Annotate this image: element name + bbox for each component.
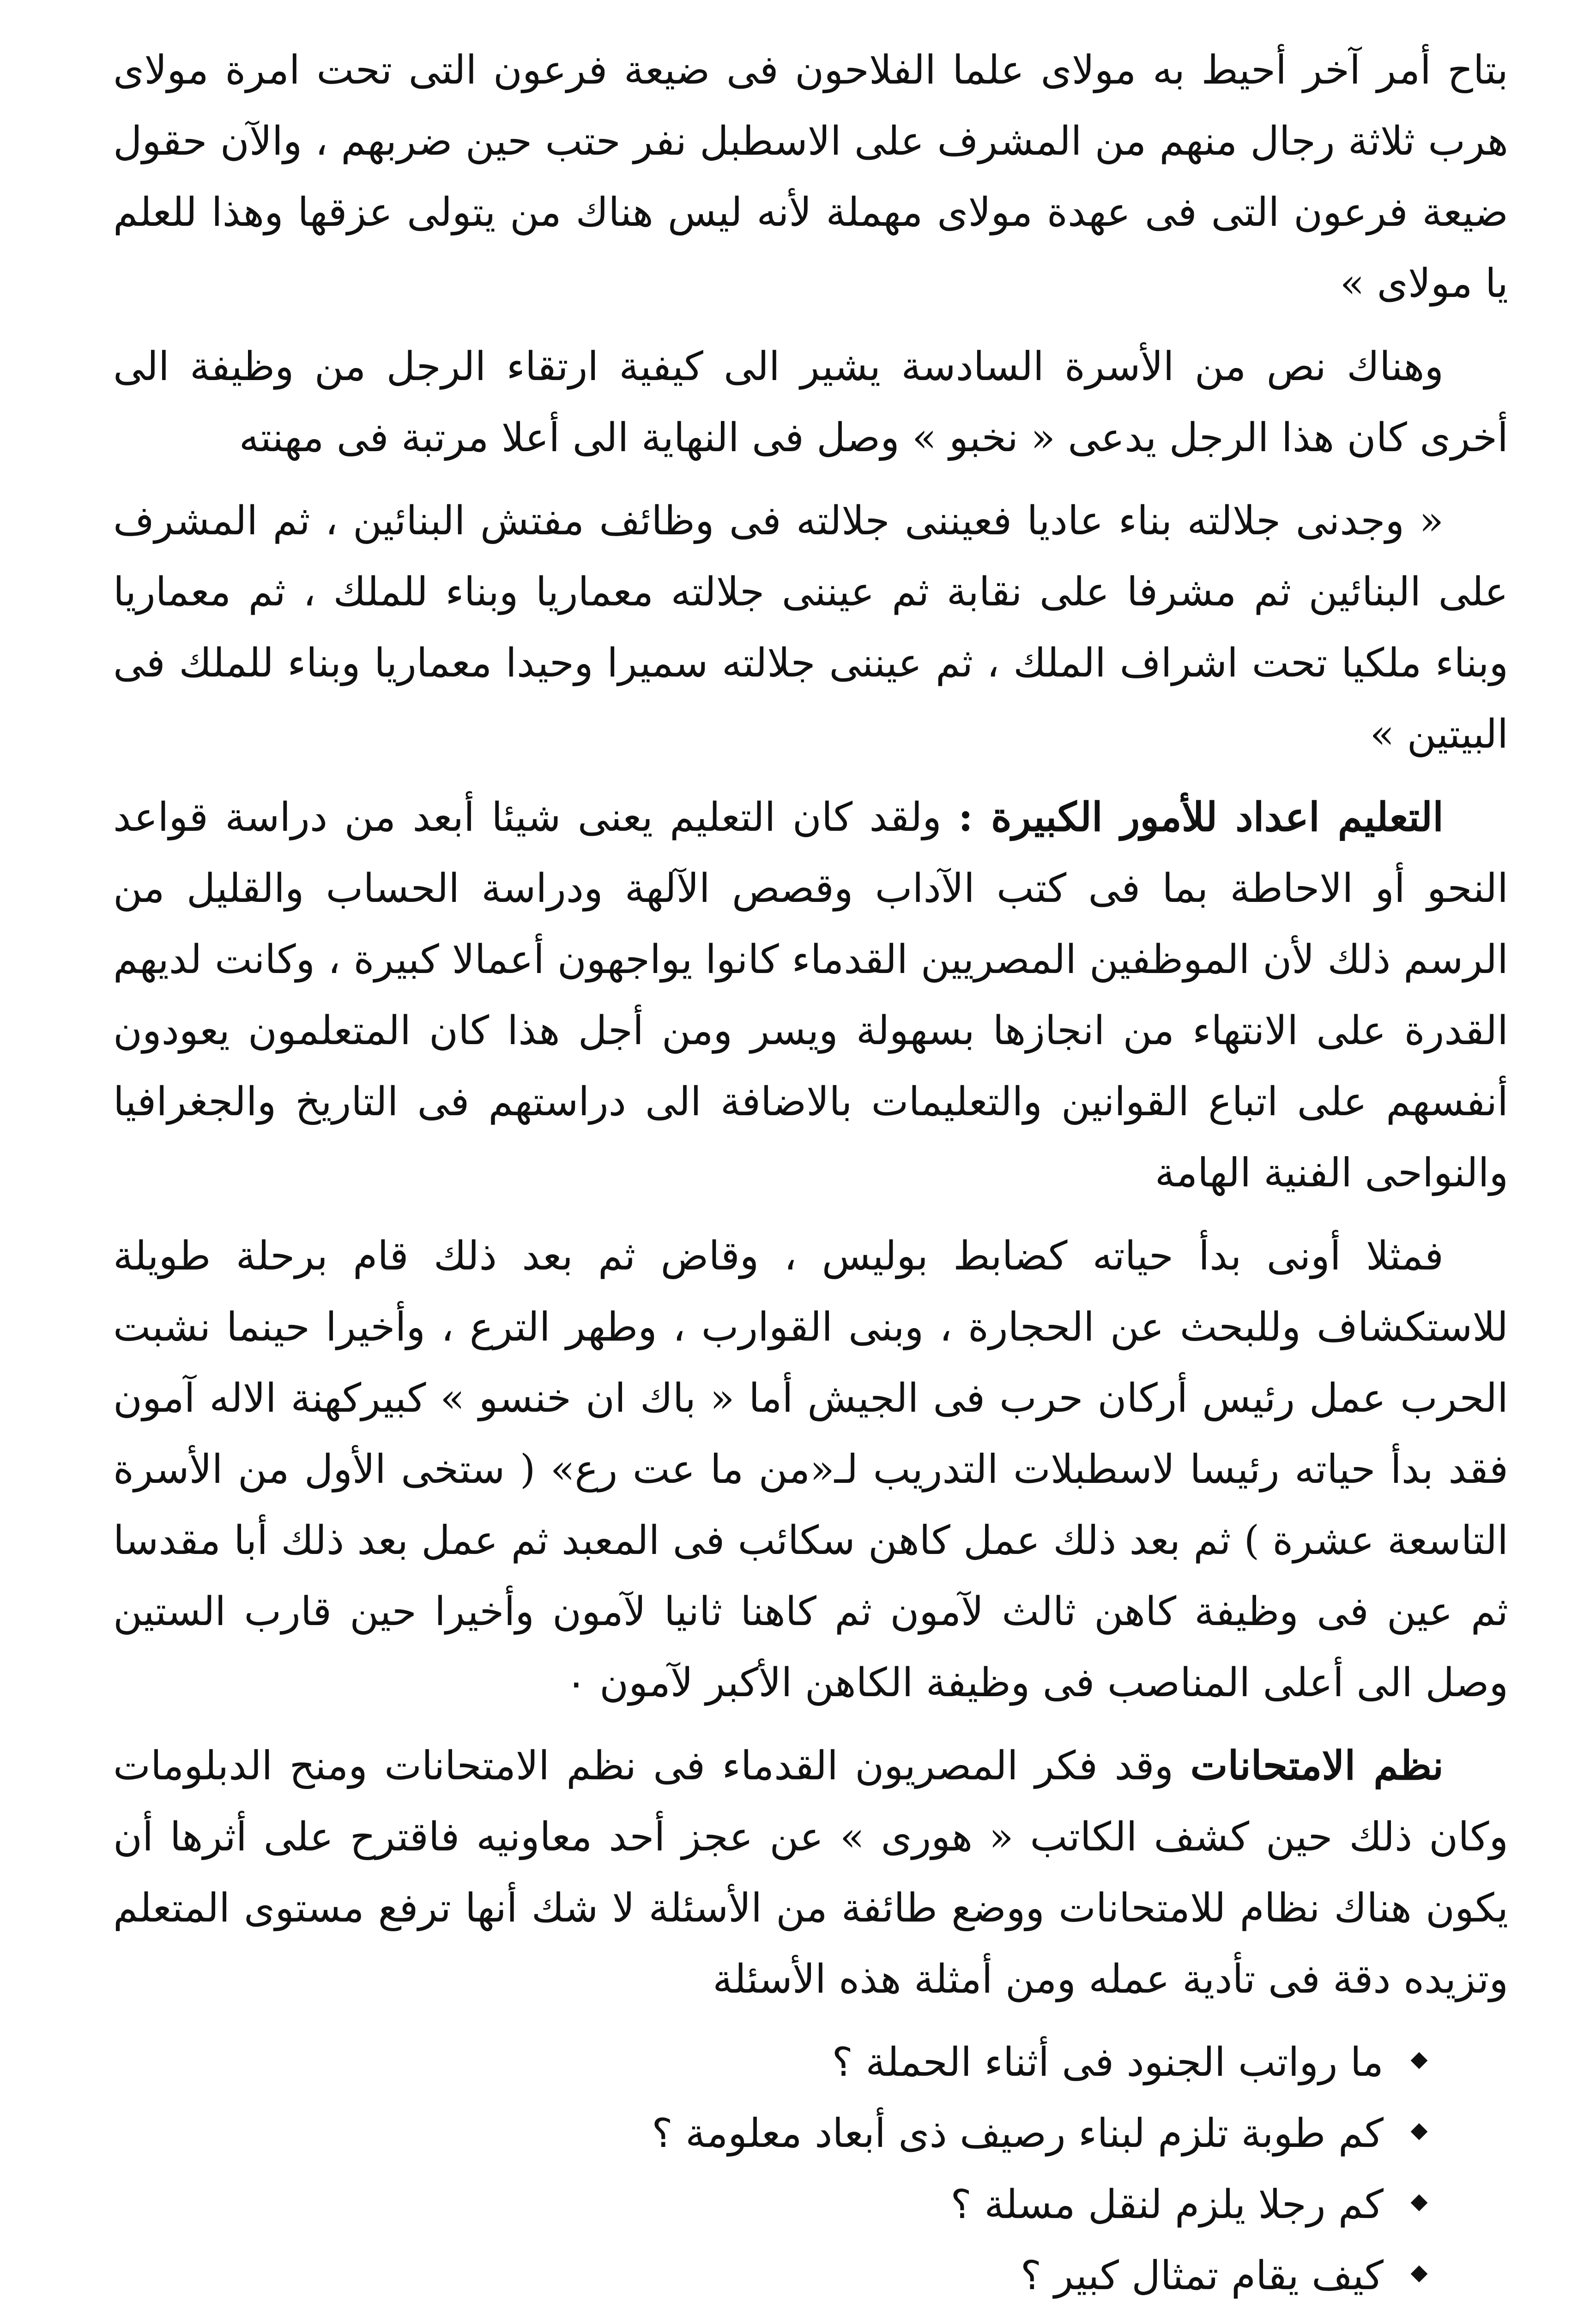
paragraph-4-text: ولقد كان التعليم يعنى شيئا أبعد من دراسة قواعد النحو أو الاحاطة بما فى كتب الآداب وقصص الآلهة ودراسة الحساب والقليل من الرسم ذلك لأن الموظفين المصريين القدماء كانوا يواجهون أعمالا كبيرة ، وكانت لديهم القدرة على الانتهاء من انجازها بسهولة ويسر ومن أجل هذا كان المتعلمون يعودون أنفسهم على اتباع القوانين والتعليمات بالاضافة الى دراستهم فى التاريخ والجغرافيا والنواحى الفنية الهامة: [113, 794, 1508, 1196]
list-item: [113, 2240, 1425, 2309]
paragraph-3-text: « وجدنى جلالته بناء عاديا فعيننى جلالته فى وظائف مفتش البنائين ، ثم المشرف على البنائين ثم مشرفا على نقابة ثم عيننى جلالته معماريا وبناء للملك ، ثم معماريا وبناء ملكيا تحت اشراف الملك ، ثم عيننى جلالته سميرا وحيدا معماريا وبناء للملك فى البيتين »: [113, 498, 1508, 757]
paragraph-6-text: وقد فكر المصريون القدماء فى نظم الامتحانات ومنح الدبلومات وكان ذلك حين كشف الكاتب « هورى » عن عجز أحد معاونيه فاقترح على أثرها أن يكون هناك نظام للامتحانات ووضع طائفة من الأسئلة لا شك أنها ترفع مستوى المتعلم وتزيده دقة فى تأدية عمله ومن أمثلة هذه الأسئلة: [113, 1743, 1508, 2002]
paragraph-3: [113, 485, 1508, 770]
question-text: ما رواتب الجنود فى أثناء الحملة ؟: [832, 2039, 1384, 2085]
question-text: كم رجلا يلزم لنقل مسلة ؟: [950, 2182, 1384, 2228]
question-text: كم طوبة تلزم لبناء رصيف ذى أبعاد معلومة ؟: [652, 2110, 1384, 2157]
question-text: كيف يقام تمثال كبير ؟: [1020, 2253, 1384, 2299]
page-body: [113, 35, 1508, 2309]
section-heading-education: التعليم اعداد للأمور الكبيرة :: [958, 794, 1444, 840]
list-item: [113, 2169, 1425, 2240]
paragraph-5-text: فمثلا أونى بدأ حياته كضابط بوليس ، وقاض ثم بعد ذلك قام برحلة طويلة للاستكشاف وللبحث عن الحجارة ، وبنى القوارب ، وطهر الترع ، وأخيرا حينما نشبت الحرب عمل رئيس أركان حرب فى الجيش أما « باك ان خنسو » كبيركهنة الاله آمون فقد بدأ حياته رئيسا لاسطبلات التدريب لـ«من ما عت رع» ( ستخى الأول من الأسرة التاسعة عشرة ) ثم بعد ذلك عمل كاهن سكائب فى المعبد ثم عمل بعد ذلك أبا مقدسا ثم عين فى وظيفة كاهن ثالث لآمون ثم كاهنا ثانيا لآمون وأخيرا حين قارب الستين وصل الى أعلى المناصب فى وظيفة الكاهن الأكبر لآمون ٠: [113, 1233, 1508, 1706]
questions-list: [113, 2027, 1508, 2309]
paragraph-2-text: وهناك نص من الأسرة السادسة يشير الى كيفية ارتقاء الرجل من وظيفة الى أخرى كان هذا الرجل يدعى « نخبو » وصل فى النهاية الى أعلا مرتبة فى مهنته: [113, 344, 1508, 461]
paragraph-6: [113, 1730, 1508, 2015]
diamond-bullet-icon: [1411, 2194, 1428, 2212]
paragraph-4: [113, 782, 1508, 1209]
diamond-bullet-icon: [1411, 2052, 1428, 2069]
list-item: [113, 2098, 1425, 2169]
section-heading-exams: نظم الامتحانات: [1190, 1742, 1444, 1789]
list-item: [113, 2027, 1425, 2098]
paragraph-2: [113, 331, 1508, 473]
paragraph-1: [113, 35, 1508, 319]
paragraph-5: [113, 1221, 1508, 1718]
paragraph-1-text: بتاح أمر آخر أحيط به مولاى علما الفلاحون فى ضيعة فرعون التى تحت امرة مولاى هرب ثلاثة رجال منهم من المشرف على الاسطبل نفر حتب حين ضربهم ، والآن حقول ضيعة فرعون التى فى عهدة مولاى مهملة لأنه ليس هناك من يتولى عزقها وهذا للعلم يا مولاى »: [113, 47, 1508, 307]
diamond-bullet-icon: [1411, 2123, 1428, 2140]
diamond-bullet-icon: [1411, 2266, 1428, 2283]
